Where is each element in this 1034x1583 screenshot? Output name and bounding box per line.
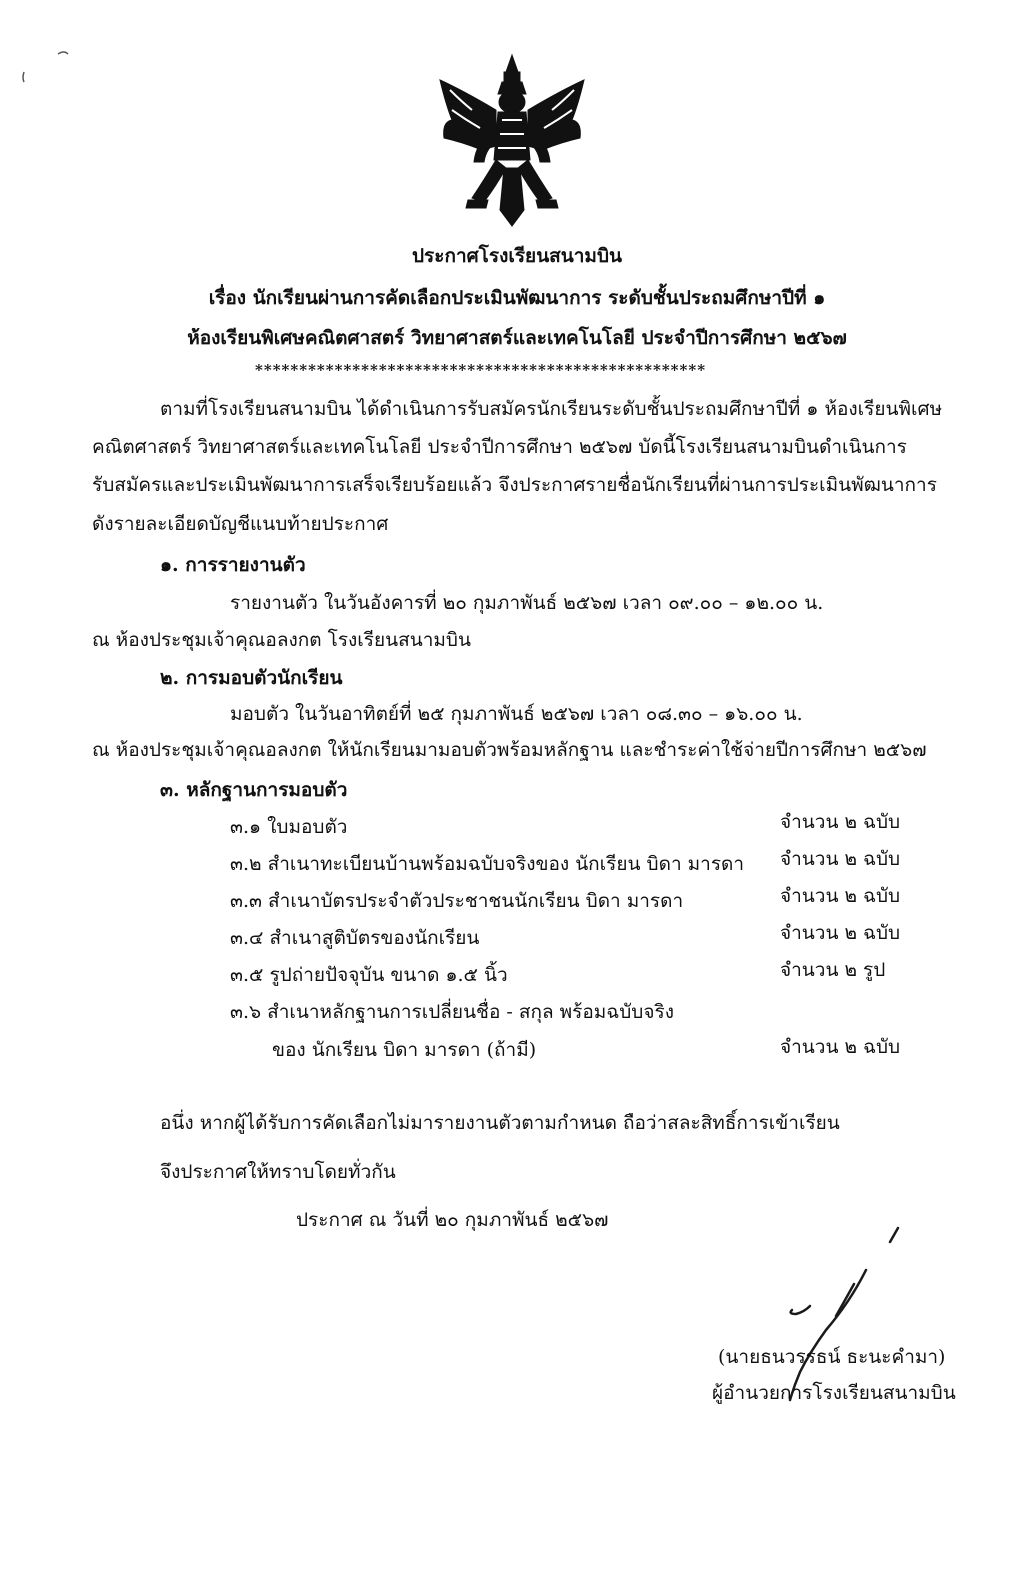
enroll-date-line: มอบตัว ในวันอาทิตย์ที่ ๒๕ กุมภาพันธ์ ๒๕๖๗ เวลา ๐๘.๓๐ – ๑๖.๐๐ น. [230, 703, 803, 725]
intro-line-1: ตามที่โรงเรียนสนามบิน ได้ดำเนินการรับสมัครนักเรียนระดับชั้นประถมศึกษาปีที่ ๑ ห้องเรียนพิเศษ [160, 398, 943, 420]
enroll-location-line: ณ ห้องประชุมเจ้าคุณอลงกต ให้นักเรียนมามอบตัวพร้อมหลักฐาน และชำระค่าใช้จ่ายปีการศึกษา ๒๕๖๗ [92, 739, 927, 761]
intro-line-3: รับสมัครและประเมินพัฒนาการเสร็จเรียบร้อยแล้ว จึงประกาศรายชื่อนักเรียนที่ผ่านการประเมินพัฒนาการ [92, 474, 937, 496]
document-item-label: ๓.๒ สำเนาทะเบียนบ้านพร้อมฉบับจริงของ นักเรียน บิดา มารดา [230, 853, 745, 875]
forfeit-note: อนึ่ง หากผู้ได้รับการคัดเลือกไม่มารายงานตัวตามกำหนด ถือว่าสละสิทธิ์การเข้าเรียน [160, 1112, 840, 1134]
document-item-qty: จำนวน ๒ ฉบับ [780, 922, 901, 944]
section-2-heading: ๒. การมอบตัวนักเรียน [160, 667, 343, 689]
document-item-qty: จำนวน ๒ ฉบับ [780, 848, 901, 870]
document-item-label: ๓.๖ สำเนาหลักฐานการเปลี่ยนชื่อ - สกุล พร้อมฉบับจริง [230, 1001, 674, 1023]
document-item-qty: จำนวน ๒ ฉบับ [780, 1036, 901, 1058]
document-item-label: ๓.๓ สำเนาบัตรประจำตัวประชาชนนักเรียน บิดา มารดา [230, 890, 684, 912]
subject-line-2: ห้องเรียนพิเศษคณิตศาสตร์ วิทยาศาสตร์และเทคโนโลยี ประจำปีการศึกษา ๒๕๖๗ [187, 327, 847, 349]
intro-line-2: คณิตศาสตร์ วิทยาศาสตร์และเทคโนโลยี ประจำปีการศึกษา ๒๕๖๗ บัดนี้โรงเรียนสนามบินดำเนินการ [92, 436, 907, 458]
document-item-qty: จำนวน ๒ ฉบับ [780, 885, 901, 907]
report-location-line: ณ ห้องประชุมเจ้าคุณอลงกต โรงเรียนสนามบิน [92, 629, 471, 651]
document-item-label-continued: ของ นักเรียน บิดา มารดา (ถ้ามี) [272, 1039, 537, 1061]
section-1-heading: ๑. การรายงานตัว [160, 554, 306, 576]
report-date-line: รายงานตัว ในวันอังคารที่ ๒๐ กุมภาพันธ์ ๒๕๖๗ เวลา ๐๙.๐๐ – ๑๒.๐๐ น. [230, 592, 824, 614]
document-item-qty: จำนวน ๒ รูป [780, 959, 886, 981]
announcement-title: ประกาศโรงเรียนสนามบิน [411, 245, 623, 267]
signatory-name: (นายธนวรรธน์ ธะนะคำมา) [718, 1346, 946, 1368]
section-3-heading: ๓. หลักฐานการมอบตัว [160, 779, 348, 801]
document-item-qty: จำนวน ๒ ฉบับ [780, 811, 901, 833]
document-item-label: ๓.๕ รูปถ่ายปัจจุบัน ขนาด ๑.๕ นิ้ว [230, 964, 508, 986]
announce-date: ประกาศ ณ วันที่ ๒๐ กุมภาพันธ์ ๒๕๖๗ [296, 1209, 609, 1231]
announce-line: จึงประกาศให้ทราบโดยทั่วกัน [160, 1161, 396, 1183]
intro-line-4: ดังรายละเอียดบัญชีแนบท้ายประกาศ [92, 513, 389, 535]
garuda-emblem-icon [432, 50, 592, 230]
signatory-position: ผู้อำนวยการโรงเรียนสนามบิน [712, 1382, 956, 1404]
subject-line-1: เรื่อง นักเรียนผ่านการคัดเลือกประเมินพัฒนาการ ระดับชั้นประถมศึกษาปีที่ ๑ [208, 287, 826, 309]
document-item-label: ๓.๑ ใบมอบตัว [230, 816, 348, 838]
margin-mark-icon [18, 44, 78, 84]
document-item-label: ๓.๔ สำเนาสูติบัตรของนักเรียน [230, 927, 480, 949]
separator: *************************************************** [255, 361, 707, 379]
